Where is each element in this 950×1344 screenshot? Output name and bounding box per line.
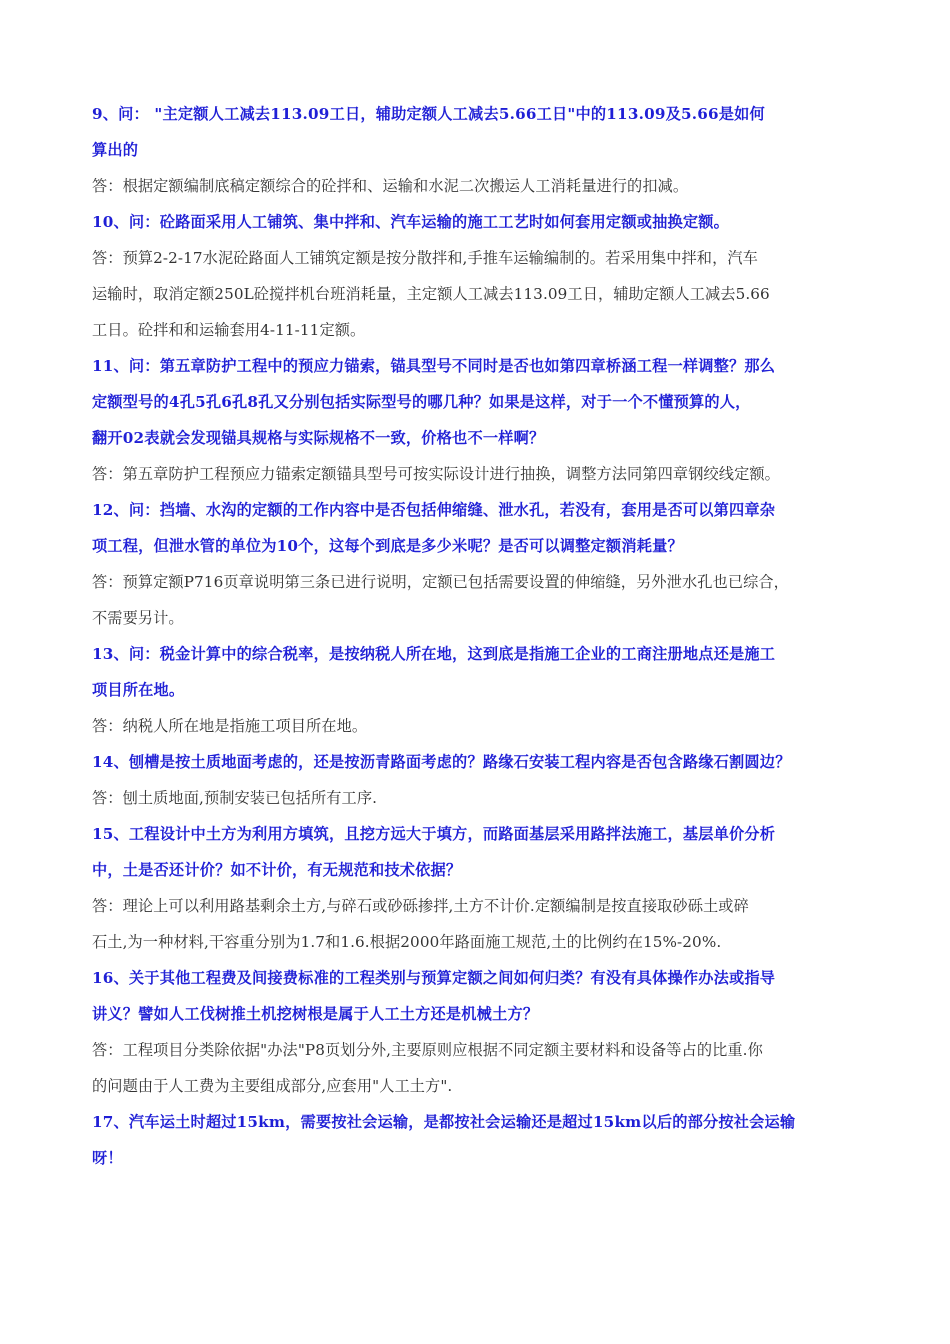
answer-line: 答：根据定额编制底稿定额综合的砼拌和、运输和水泥二次搬运人工消耗量进行的扣减。 xyxy=(92,177,689,195)
question-line: 中，土是否还计价？如不计价，有无规范和技术依据？ xyxy=(92,861,462,879)
question-line: 呀！ xyxy=(92,1149,123,1167)
question-line: 13、问：税金计算中的综合税率，是按纳税人所在地，这到底是指施工企业的工商注册地点还是施工 xyxy=(92,645,776,663)
answer-line: 答：理论上可以利用路基剩余土方,与碎石或砂砾掺拌,土方不计价.定额编制是按直接取砂砾土或碎 xyxy=(92,897,749,915)
answer-line: 答：第五章防护工程预应力锚索定额锚具型号可按实际设计进行抽换，调整方法同第四章钢绞线定额。 xyxy=(92,465,780,483)
question-line: 项目所在地。 xyxy=(92,681,185,699)
question-line: 项工程，但泄水管的单位为10个，这每个到底是多少米呢？是否可以调整定额消耗量？ xyxy=(92,537,683,555)
question-line: 算出的 xyxy=(92,141,139,159)
question-line: 16、关于其他工程费及间接费标准的工程类别与预算定额之间如何归类？有没有具体操作办法或指导 xyxy=(92,969,776,987)
question-line: 9、问： "主定额人工减去113.09工日，辅助定额人工减去5.66工日"中的113.09及5.66是如何 xyxy=(92,105,765,123)
document-page xyxy=(92,96,888,1176)
question-line: 15、工程设计中土方为利用方填筑，且挖方远大于填方，而路面基层采用路拌法施工，基层单价分析 xyxy=(92,825,776,843)
question-line: 11、问：第五章防护工程中的预应力锚索，锚具型号不同时是否也如第四章桥涵工程一样调整？那么 xyxy=(92,357,776,375)
answer-line: 工日。砼拌和和运输套用4-11-11定额。 xyxy=(92,321,366,339)
question-line: 定额型号的4孔5孔6孔8孔又分别包括实际型号的哪几种？如果是这样，对于一个不懂预算的人， xyxy=(92,393,751,411)
question-line: 12、问：挡墙、水沟的定额的工作内容中是否包括伸缩缝、泄水孔，若没有，套用是否可以第四章杂 xyxy=(92,501,776,519)
answer-line: 不需要另计。 xyxy=(92,609,184,627)
answer-line: 答：刨土质地面,预制安装已包括所有工序. xyxy=(92,789,378,807)
question-line: 14、刨槽是按土质地面考虑的，还是按沥青路面考虑的？路缘石安装工程内容是否包含路缘石割圆边？ xyxy=(92,753,791,771)
answer-line: 运输时，取消定额250L砼搅拌机台班消耗量，主定额人工减去113.09工日，辅助定额人工减去5.66 xyxy=(92,285,770,303)
question-line: 翻开02表就会发现锚具规格与实际规格不一致，价格也不一样啊？ xyxy=(92,429,545,447)
answer-line: 的问题由于人工费为主要组成部分,应套用"人工土方". xyxy=(92,1077,453,1095)
answer-line: 答：纳税人所在地是指施工项目所在地。 xyxy=(92,717,368,735)
answer-line: 答：预算2-2-17水泥砼路面人工铺筑定额是按分散拌和,手推车运输编制的。若采用集中拌和，汽车 xyxy=(92,249,758,267)
answer-line: 答：工程项目分类除依据"办法"P8页划分外,主要原则应根据不同定额主要材料和设备等占的比重.你 xyxy=(92,1041,763,1059)
question-line: 17、汽车运土时超过15km，需要按社会运输，是都按社会运输还是超过15km以后的部分按社会运输 xyxy=(92,1113,796,1131)
question-line: 10、问：砼路面采用人工铺筑、集中拌和、汽车运输的施工工艺时如何套用定额或抽换定额。 xyxy=(92,213,730,231)
answer-line: 石土,为一种材料,干容重分别为1.7和1.6.根据2000年路面施工规范,土的比例约在15%-20%. xyxy=(92,933,722,951)
question-line: 讲义？譬如人工伐树推土机挖树根是属于人工土方还是机械土方？ xyxy=(92,1005,539,1023)
answer-line: 答：预算定额P716页章说明第三条已进行说明，定额已包括需要设置的伸缩缝，另外泄水孔也已综合， xyxy=(92,573,789,591)
